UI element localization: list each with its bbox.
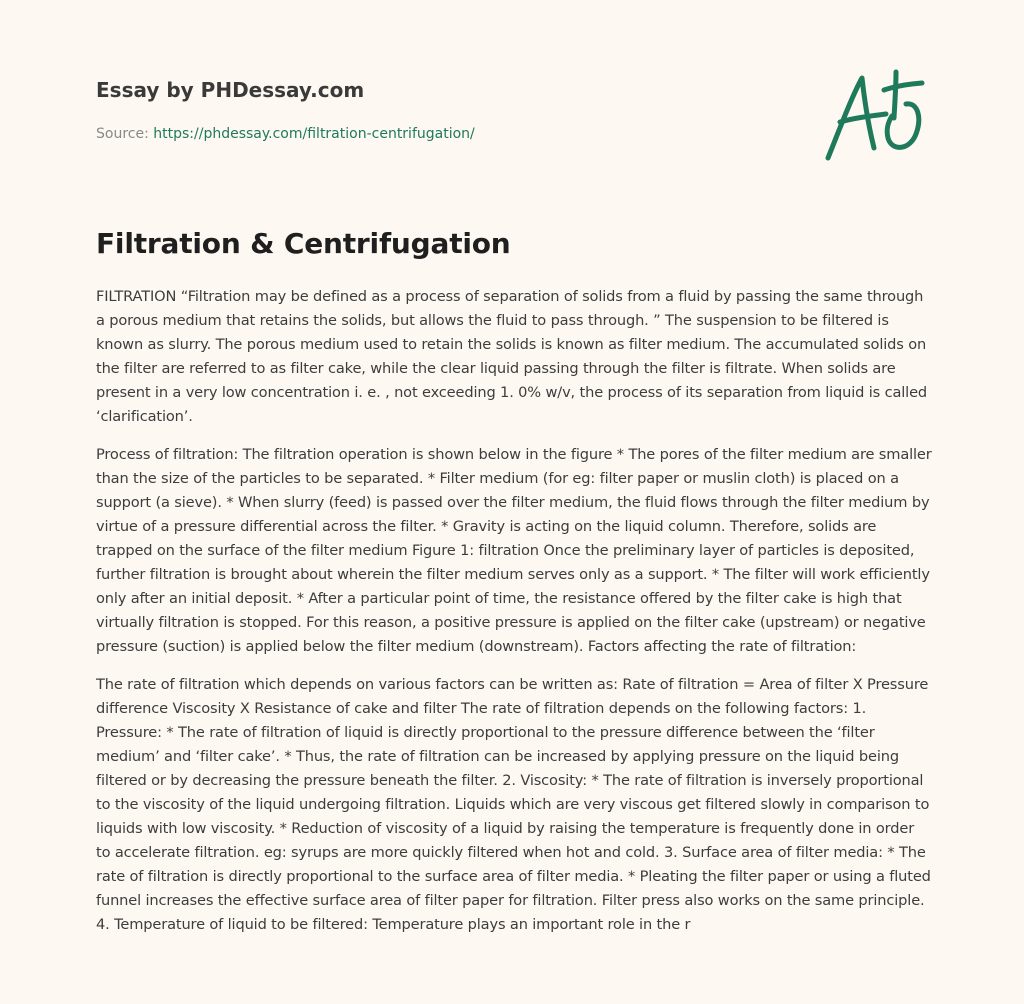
article-paragraph: FILTRATION “Filtration may be defined as a process of separation of solids from a fluid by passing the same through a porous medium that retains the solids, but allows the fluid to pass through. ” The suspension to be filtered is known as slurry. The porous medium used to retain the solids is known as filter medium. The accumulated solids on the filter are referred to as filter cake, while the clear liquid passing through the filter is filtrate. When solids are present in a very low concentration i. e. , not exceeding 1. 0% w/v, the process of its separation from liquid is called ‘clarification’. [96, 288, 928, 425]
article-body [96, 285, 932, 951]
article-title: Filtration & Centrifugation [96, 227, 511, 260]
source-label: Source: [96, 126, 149, 142]
article-paragraph: The rate of filtration which depends on various factors can be written as: Rate of filtration = Area of filter X Pressure difference Viscosity X Resistance of cake and filter The rate of filtration depends on the following factors: 1. Pressure: * The rate of filtration of liquid is directly proportional to the pressure difference between the ‘filter medium’ and ‘filter cake’. * Thus, the rate of filtration can be increased by applying pressure on the liquid being filtered or by decreasing the pressure beneath the filter. 2. Viscosity: * The rate of filtration is inversely proportional to the viscosity of the liquid undergoing filtration. Liquids which are very viscous get filtered slowly in comparison to liquids with low viscosity. * Reduction of viscosity of a liquid by raising the temperature is frequently done in order to accelerate filtration. eg: syrups are more quickly filtered when hot and cold. 3. Surface area of filter media: * The rate of filtration is directly proportional to the surface area of filter media. * Pleating the filter paper or using a fluted funnel increases the effective surface area of filter paper for filtration. Filter press also works on the same principle. 4. Temperature of liquid to be filtered: Temperature plays an important role in the r [96, 676, 931, 933]
site-title: Essay by PHDessay.com [96, 78, 365, 102]
source-link[interactable]: https://phdessay.com/filtration-centrifugation/ [153, 126, 475, 142]
source-line [96, 124, 796, 144]
a-plus-grade-icon [818, 66, 930, 166]
article-paragraph: Process of filtration: The filtration operation is shown below in the figure * The pores of the filter medium are smaller than the size of the particles to be separated. * Filter medium (for eg: filter paper or muslin cloth) is placed on a support (a sieve). * When slurry (feed) is passed over the filter medium, the fluid flows through the filter medium by virtue of a pressure differential across the filter. * Gravity is acting on the liquid column. Therefore, solids are trapped on the surface of the filter medium Figure 1: filtration Once the preliminary layer of particles is deposited, further filtration is brought about wherein the filter medium serves only as a support. * The filter will work efficiently only after an initial deposit. * After a particular point of time, the resistance offered by the filter cake is high that virtually filtration is stopped. For this reason, a positive pressure is applied on the filter cake (upstream) or negative pressure (suction) is applied below the filter medium (downstream). Factors affecting the rate of filtration: [96, 446, 932, 655]
page-header [96, 76, 796, 144]
